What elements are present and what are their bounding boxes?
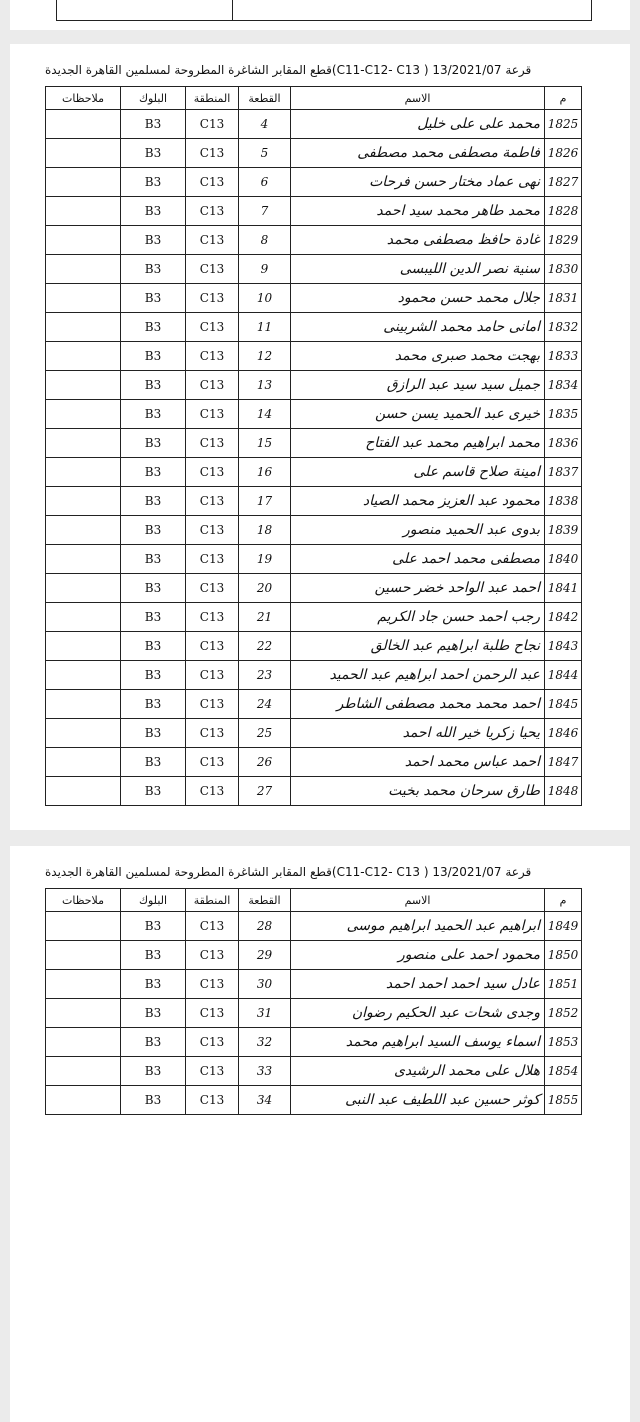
block-code: B3 bbox=[121, 197, 186, 226]
row-index: 1840 bbox=[545, 545, 582, 574]
notes-cell bbox=[46, 719, 121, 748]
table-row bbox=[46, 748, 582, 777]
area-code: C13 bbox=[186, 313, 239, 342]
area-code: C13 bbox=[186, 226, 239, 255]
plot-number: 18 bbox=[239, 516, 291, 545]
table-row bbox=[46, 999, 582, 1028]
page-title: قطع المقابر الشاغرة المطروحة لمسلمين القاهرة الجديدة(C11-C12- C13 ) قرعة 13/2021/07 bbox=[45, 63, 532, 77]
col-header-notes: ملاحظات bbox=[46, 889, 121, 912]
person-name: محمد ابراهيم محمد عبد الفتاح bbox=[291, 429, 545, 458]
previous-table-fragment bbox=[231, 0, 592, 21]
person-name: اسماء يوسف السيد ابراهيم محمد bbox=[291, 1028, 545, 1057]
header-row bbox=[46, 889, 582, 912]
table-row bbox=[46, 1028, 582, 1057]
person-name: احمد محمد محمد مصطفى الشاطر bbox=[291, 690, 545, 719]
col-header-name: الاسم bbox=[291, 87, 545, 110]
person-name: محمود احمد على منصور bbox=[291, 941, 545, 970]
area-code: C13 bbox=[186, 574, 239, 603]
person-name: احمد عباس محمد احمد bbox=[291, 748, 545, 777]
plot-number: 24 bbox=[239, 690, 291, 719]
notes-cell bbox=[46, 912, 121, 941]
area-code: C13 bbox=[186, 941, 239, 970]
block-code: B3 bbox=[121, 661, 186, 690]
notes-cell bbox=[46, 313, 121, 342]
notes-cell bbox=[46, 226, 121, 255]
results-table-2 bbox=[45, 888, 582, 1115]
person-name: عبد الرحمن احمد ابراهيم عبد الحميد bbox=[291, 661, 545, 690]
person-name: فاطمة مصطفى محمد مصطفى bbox=[291, 139, 545, 168]
area-code: C13 bbox=[186, 970, 239, 999]
row-index: 1841 bbox=[545, 574, 582, 603]
notes-cell bbox=[46, 139, 121, 168]
person-name: هلال على محمد الرشيدى bbox=[291, 1057, 545, 1086]
block-code: B3 bbox=[121, 342, 186, 371]
plot-number: 30 bbox=[239, 970, 291, 999]
area-code: C13 bbox=[186, 1086, 239, 1115]
area-code: C13 bbox=[186, 458, 239, 487]
col-header-plot: القطعة bbox=[239, 889, 291, 912]
area-code: C13 bbox=[186, 719, 239, 748]
notes-cell bbox=[46, 970, 121, 999]
row-index: 1828 bbox=[545, 197, 582, 226]
block-code: B3 bbox=[121, 284, 186, 313]
block-code: B3 bbox=[121, 603, 186, 632]
col-header-plot: القطعة bbox=[239, 87, 291, 110]
person-name: سنية نصر الدين الليبسى bbox=[291, 255, 545, 284]
area-code: C13 bbox=[186, 284, 239, 313]
plot-number: 21 bbox=[239, 603, 291, 632]
plot-number: 23 bbox=[239, 661, 291, 690]
person-name: بهجت محمد صبرى محمد bbox=[291, 342, 545, 371]
notes-cell bbox=[46, 516, 121, 545]
row-index: 1826 bbox=[545, 139, 582, 168]
plot-number: 31 bbox=[239, 999, 291, 1028]
col-header-block: البلوك bbox=[121, 889, 186, 912]
person-name: محمد على على خليل bbox=[291, 110, 545, 139]
row-index: 1838 bbox=[545, 487, 582, 516]
block-code: B3 bbox=[121, 690, 186, 719]
row-index: 1835 bbox=[545, 400, 582, 429]
row-index: 1836 bbox=[545, 429, 582, 458]
plot-number: 14 bbox=[239, 400, 291, 429]
col-header-index: م bbox=[545, 889, 582, 912]
table-row bbox=[46, 603, 582, 632]
table-row bbox=[46, 284, 582, 313]
plot-number: 10 bbox=[239, 284, 291, 313]
area-code: C13 bbox=[186, 545, 239, 574]
table-row bbox=[46, 1086, 582, 1115]
table-row bbox=[46, 574, 582, 603]
table-row bbox=[46, 226, 582, 255]
notes-cell bbox=[46, 941, 121, 970]
table-row bbox=[46, 342, 582, 371]
col-header-area: المنطقة bbox=[186, 889, 239, 912]
plot-number: 28 bbox=[239, 912, 291, 941]
previous-page-fragment bbox=[10, 0, 630, 30]
plot-number: 12 bbox=[239, 342, 291, 371]
row-index: 1848 bbox=[545, 777, 582, 806]
block-code: B3 bbox=[121, 999, 186, 1028]
plot-number: 16 bbox=[239, 458, 291, 487]
notes-cell bbox=[46, 777, 121, 806]
row-index: 1850 bbox=[545, 941, 582, 970]
notes-cell bbox=[46, 255, 121, 284]
block-code: B3 bbox=[121, 632, 186, 661]
col-header-name: الاسم bbox=[291, 889, 545, 912]
notes-cell bbox=[46, 1057, 121, 1086]
plot-number: 25 bbox=[239, 719, 291, 748]
block-code: B3 bbox=[121, 777, 186, 806]
notes-cell bbox=[46, 574, 121, 603]
person-name: نجاح طلبة ابراهيم عبد الخالق bbox=[291, 632, 545, 661]
row-index: 1834 bbox=[545, 371, 582, 400]
table-row bbox=[46, 719, 582, 748]
notes-cell bbox=[46, 197, 121, 226]
row-index: 1844 bbox=[545, 661, 582, 690]
block-code: B3 bbox=[121, 255, 186, 284]
notes-cell bbox=[46, 1086, 121, 1115]
plot-number: 15 bbox=[239, 429, 291, 458]
area-code: C13 bbox=[186, 371, 239, 400]
person-name: احمد عبد الواحد خضر حسين bbox=[291, 574, 545, 603]
row-index: 1827 bbox=[545, 168, 582, 197]
area-code: C13 bbox=[186, 197, 239, 226]
area-code: C13 bbox=[186, 516, 239, 545]
row-index: 1849 bbox=[545, 912, 582, 941]
block-code: B3 bbox=[121, 1028, 186, 1057]
table-row bbox=[46, 632, 582, 661]
notes-cell bbox=[46, 748, 121, 777]
plot-number: 11 bbox=[239, 313, 291, 342]
person-name: امينة صلاح قاسم على bbox=[291, 458, 545, 487]
table-row bbox=[46, 255, 582, 284]
row-index: 1851 bbox=[545, 970, 582, 999]
col-header-notes: ملاحظات bbox=[46, 87, 121, 110]
notes-cell bbox=[46, 1028, 121, 1057]
area-code: C13 bbox=[186, 690, 239, 719]
block-code: B3 bbox=[121, 400, 186, 429]
row-index: 1837 bbox=[545, 458, 582, 487]
block-code: B3 bbox=[121, 313, 186, 342]
area-code: C13 bbox=[186, 603, 239, 632]
person-name: غادة حافظ مصطفى محمد bbox=[291, 226, 545, 255]
block-code: B3 bbox=[121, 912, 186, 941]
plot-number: 7 bbox=[239, 197, 291, 226]
area-code: C13 bbox=[186, 748, 239, 777]
previous-table-fragment bbox=[56, 0, 233, 21]
block-code: B3 bbox=[121, 110, 186, 139]
plot-number: 29 bbox=[239, 941, 291, 970]
notes-cell bbox=[46, 999, 121, 1028]
block-code: B3 bbox=[121, 970, 186, 999]
row-index: 1845 bbox=[545, 690, 582, 719]
area-code: C13 bbox=[186, 429, 239, 458]
row-index: 1847 bbox=[545, 748, 582, 777]
col-header-area: المنطقة bbox=[186, 87, 239, 110]
person-name: خيرى عبد الحميد يسن حسن bbox=[291, 400, 545, 429]
table-row bbox=[46, 516, 582, 545]
block-code: B3 bbox=[121, 487, 186, 516]
area-code: C13 bbox=[186, 661, 239, 690]
plot-number: 32 bbox=[239, 1028, 291, 1057]
table-row bbox=[46, 690, 582, 719]
plot-number: 13 bbox=[239, 371, 291, 400]
person-name: طارق سرحان محمد بخيت bbox=[291, 777, 545, 806]
plot-number: 5 bbox=[239, 139, 291, 168]
plot-number: 34 bbox=[239, 1086, 291, 1115]
area-code: C13 bbox=[186, 487, 239, 516]
block-code: B3 bbox=[121, 139, 186, 168]
person-name: محمد طاهر محمد سيد احمد bbox=[291, 197, 545, 226]
person-name: وجدى شحات عبد الحكيم رضوان bbox=[291, 999, 545, 1028]
plot-number: 19 bbox=[239, 545, 291, 574]
block-code: B3 bbox=[121, 545, 186, 574]
notes-cell bbox=[46, 371, 121, 400]
row-index: 1854 bbox=[545, 1057, 582, 1086]
row-index: 1843 bbox=[545, 632, 582, 661]
table-row bbox=[46, 458, 582, 487]
table-row bbox=[46, 970, 582, 999]
row-index: 1853 bbox=[545, 1028, 582, 1057]
plot-number: 22 bbox=[239, 632, 291, 661]
table-row bbox=[46, 777, 582, 806]
row-index: 1846 bbox=[545, 719, 582, 748]
person-name: نهى عماد مختار حسن فرحات bbox=[291, 168, 545, 197]
person-name: مصطفى محمد احمد على bbox=[291, 545, 545, 574]
area-code: C13 bbox=[186, 912, 239, 941]
person-name: جميل سيد سيد عبد الرازق bbox=[291, 371, 545, 400]
plot-number: 4 bbox=[239, 110, 291, 139]
area-code: C13 bbox=[186, 110, 239, 139]
person-name: رجب احمد حسن جاد الكريم bbox=[291, 603, 545, 632]
area-code: C13 bbox=[186, 255, 239, 284]
block-code: B3 bbox=[121, 1057, 186, 1086]
area-code: C13 bbox=[186, 342, 239, 371]
table-row bbox=[46, 197, 582, 226]
notes-cell bbox=[46, 661, 121, 690]
table-row bbox=[46, 371, 582, 400]
table-row bbox=[46, 429, 582, 458]
plot-number: 20 bbox=[239, 574, 291, 603]
block-code: B3 bbox=[121, 941, 186, 970]
table-row bbox=[46, 912, 582, 941]
notes-cell bbox=[46, 429, 121, 458]
row-index: 1852 bbox=[545, 999, 582, 1028]
row-index: 1842 bbox=[545, 603, 582, 632]
block-code: B3 bbox=[121, 168, 186, 197]
notes-cell bbox=[46, 284, 121, 313]
row-index: 1855 bbox=[545, 1086, 582, 1115]
block-code: B3 bbox=[121, 458, 186, 487]
area-code: C13 bbox=[186, 632, 239, 661]
block-code: B3 bbox=[121, 429, 186, 458]
area-code: C13 bbox=[186, 400, 239, 429]
notes-cell bbox=[46, 632, 121, 661]
plot-number: 8 bbox=[239, 226, 291, 255]
plot-number: 9 bbox=[239, 255, 291, 284]
table-row bbox=[46, 941, 582, 970]
notes-cell bbox=[46, 342, 121, 371]
table-row bbox=[46, 139, 582, 168]
row-index: 1830 bbox=[545, 255, 582, 284]
block-code: B3 bbox=[121, 574, 186, 603]
area-code: C13 bbox=[186, 168, 239, 197]
block-code: B3 bbox=[121, 371, 186, 400]
notes-cell bbox=[46, 168, 121, 197]
person-name: بدوى عبد الحميد منصور bbox=[291, 516, 545, 545]
area-code: C13 bbox=[186, 1057, 239, 1086]
person-name: عادل سيد احمد احمد احمد bbox=[291, 970, 545, 999]
table-row bbox=[46, 487, 582, 516]
area-code: C13 bbox=[186, 777, 239, 806]
block-code: B3 bbox=[121, 226, 186, 255]
person-name: يحيا زكريا خير الله احمد bbox=[291, 719, 545, 748]
person-name: كوثر حسين عبد اللطيف عبد النبى bbox=[291, 1086, 545, 1115]
notes-cell bbox=[46, 458, 121, 487]
table-row bbox=[46, 313, 582, 342]
table-row bbox=[46, 400, 582, 429]
notes-cell bbox=[46, 603, 121, 632]
plot-number: 17 bbox=[239, 487, 291, 516]
plot-number: 6 bbox=[239, 168, 291, 197]
notes-cell bbox=[46, 690, 121, 719]
notes-cell bbox=[46, 545, 121, 574]
row-index: 1833 bbox=[545, 342, 582, 371]
page-title: قطع المقابر الشاغرة المطروحة لمسلمين القاهرة الجديدة(C11-C12- C13 ) قرعة 13/2021/07 bbox=[45, 865, 532, 879]
results-table-1 bbox=[45, 86, 582, 806]
table-row bbox=[46, 168, 582, 197]
plot-number: 27 bbox=[239, 777, 291, 806]
row-index: 1825 bbox=[545, 110, 582, 139]
row-index: 1832 bbox=[545, 313, 582, 342]
plot-number: 26 bbox=[239, 748, 291, 777]
area-code: C13 bbox=[186, 1028, 239, 1057]
person-name: جلال محمد حسن محمود bbox=[291, 284, 545, 313]
col-header-block: البلوك bbox=[121, 87, 186, 110]
col-header-index: م bbox=[545, 87, 582, 110]
table-row bbox=[46, 545, 582, 574]
table-row bbox=[46, 110, 582, 139]
notes-cell bbox=[46, 400, 121, 429]
row-index: 1831 bbox=[545, 284, 582, 313]
notes-cell bbox=[46, 110, 121, 139]
table-row bbox=[46, 1057, 582, 1086]
plot-number: 33 bbox=[239, 1057, 291, 1086]
notes-cell bbox=[46, 487, 121, 516]
row-index: 1839 bbox=[545, 516, 582, 545]
header-row bbox=[46, 87, 582, 110]
block-code: B3 bbox=[121, 1086, 186, 1115]
block-code: B3 bbox=[121, 719, 186, 748]
area-code: C13 bbox=[186, 999, 239, 1028]
block-code: B3 bbox=[121, 748, 186, 777]
person-name: محمود عبد العزيز محمد الصياد bbox=[291, 487, 545, 516]
person-name: امانى حامد محمد الشربينى bbox=[291, 313, 545, 342]
block-code: B3 bbox=[121, 516, 186, 545]
person-name: ابراهيم عبد الحميد ابراهيم موسى bbox=[291, 912, 545, 941]
row-index: 1829 bbox=[545, 226, 582, 255]
table-row bbox=[46, 661, 582, 690]
area-code: C13 bbox=[186, 139, 239, 168]
